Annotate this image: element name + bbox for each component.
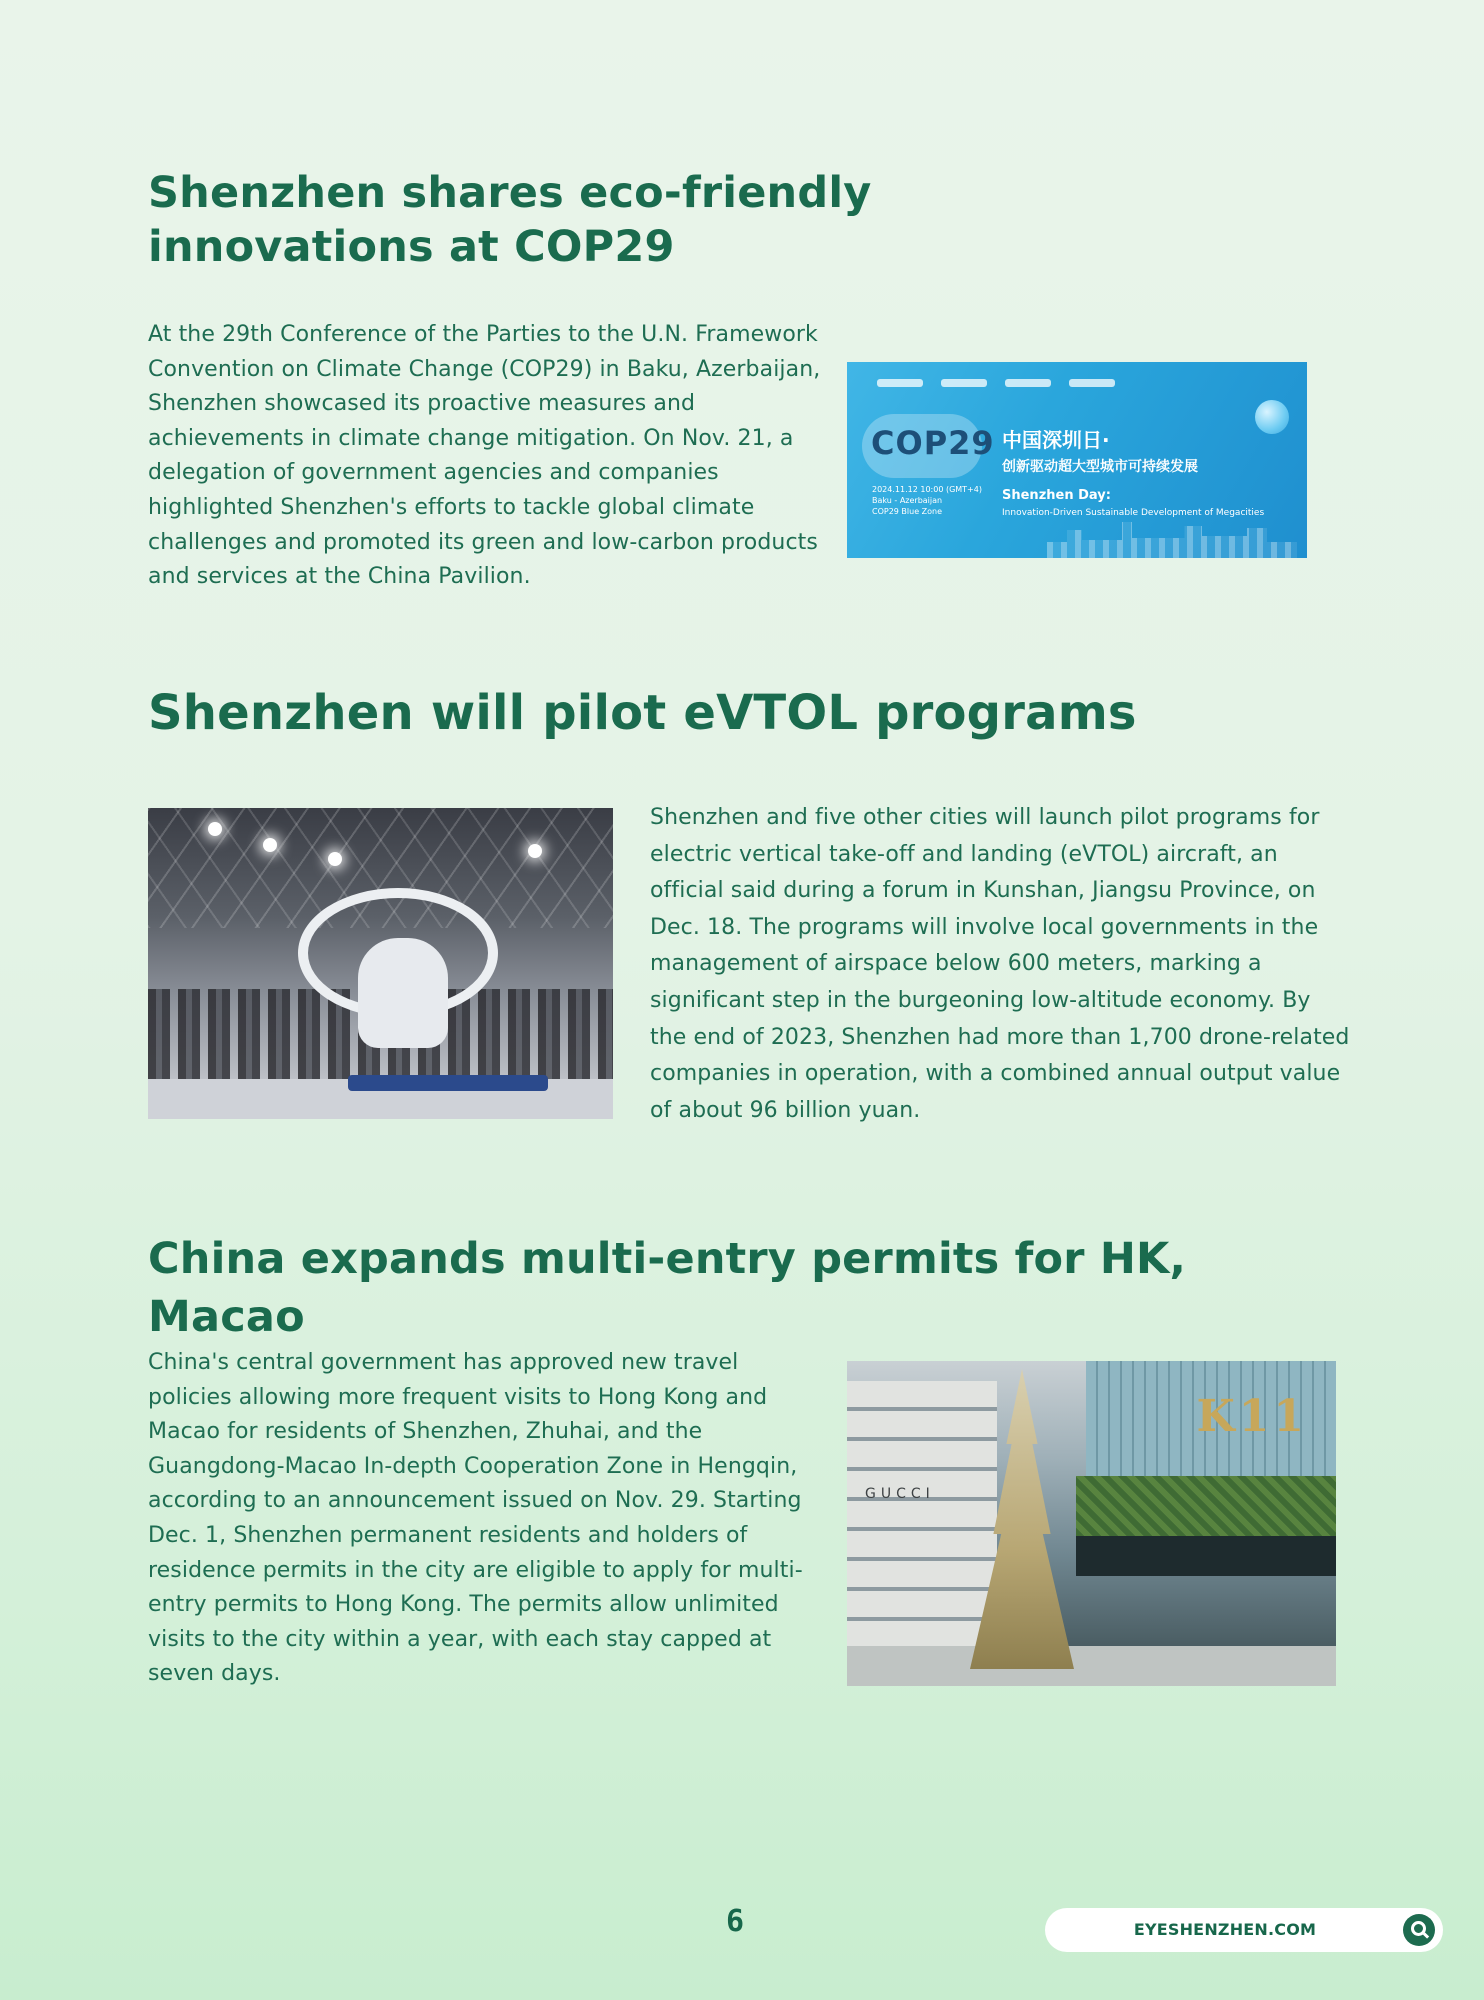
- mall-facade: [847, 1381, 997, 1686]
- article-2-body: Shenzhen and five other cities will launch pilot programs for electric vertical take-off and landing (eVTOL) aircraft, an official said during a forum in Kunshan, Jiangsu Province, on Dec. 18. The programs will involve local governments in the management of airspace below 600 meters, marking a significant step in the burgeoning low-altitude economy. By the end of 2023, Shenzhen had more than 1,700 drone-related companies in operation, with a combined annual output value of about 96 billion yuan.: [650, 805, 1350, 1123]
- banner-chinese-subtitle: 创新驱动超大型城市可持续发展: [1002, 459, 1198, 475]
- banner-english-title: Shenzhen Day:: [1002, 488, 1111, 503]
- article-1-body: At the 29th Conference of the Parties to the U.N. Framework Convention on Climate Change (COP29) in Baku, Azerbaijan, Shenzhen showcased its proactive measures and achievements in climate change mitigation. On Nov. 21, a delegation of government agencies and companies highlighted Shenzhen's efforts to tackle global climate challenges and promoted its green and low-carbon products and services at the China Pavilion.: [148, 322, 821, 590]
- article-1-title: Shenzhen shares eco-friendly innovations at COP29: [148, 168, 872, 272]
- cop29-wordmark: COP29: [871, 424, 995, 462]
- ceiling-light: [328, 852, 342, 866]
- ceiling-light: [263, 838, 277, 852]
- banner-event-details: 2024.11.12 10:00 (GMT+4) Baku - Azerbaijan COP29 Blue Zone: [872, 485, 982, 516]
- cop29-banner-image: [847, 362, 1307, 558]
- entrance-canopy: [1076, 1536, 1336, 1576]
- evtol-photo: [148, 808, 613, 1119]
- ceiling-light: [208, 822, 222, 836]
- storefront-sign: GUCCI: [865, 1486, 935, 1502]
- evtol-body: [358, 938, 448, 1048]
- k11-mall-photo: [847, 1361, 1336, 1686]
- page-number: 6: [725, 1904, 745, 1939]
- website-label: EYESHENZHEN.COM: [1133, 1920, 1317, 1939]
- green-wall: [1076, 1476, 1336, 1536]
- banner-skyline: [1047, 518, 1297, 558]
- k11-sign: K11: [1196, 1391, 1308, 1442]
- display-pad: [348, 1075, 548, 1091]
- ceiling-light: [528, 844, 542, 858]
- banner-orb: [1255, 400, 1289, 434]
- article-2-title: Shenzhen will pilot eVTOL programs: [148, 685, 1137, 741]
- article-3-title: China expands multi-entry permits for HK, Macao: [148, 1234, 1187, 1342]
- website-link[interactable]: [1045, 1908, 1443, 1952]
- banner-chinese-title: 中国深圳日·: [1002, 428, 1110, 452]
- sponsor-logos: [877, 376, 1177, 390]
- search-icon[interactable]: [1403, 1914, 1435, 1946]
- plaza-ground: [847, 1646, 1336, 1686]
- banner-english-subtitle: Innovation-Driven Sustainable Development of Megacities: [1002, 508, 1265, 518]
- article-3-body: China's central government has approved new travel policies allowing more frequent visits to Hong Kong and Macao for residents of Shenzhen, Zhuhai, and the Guangdong-Macao In-depth Cooperation Zone in Hengqin, according to an announcement issued on Nov. 29. Starting Dec. 1, Shenzhen permanent residents and holders of residence permits in the city are eligible to apply for multi-entry permits to Hong Kong. The permits allow unlimited visits to the city within a year, with each stay capped at seven days.: [148, 1350, 803, 1687]
